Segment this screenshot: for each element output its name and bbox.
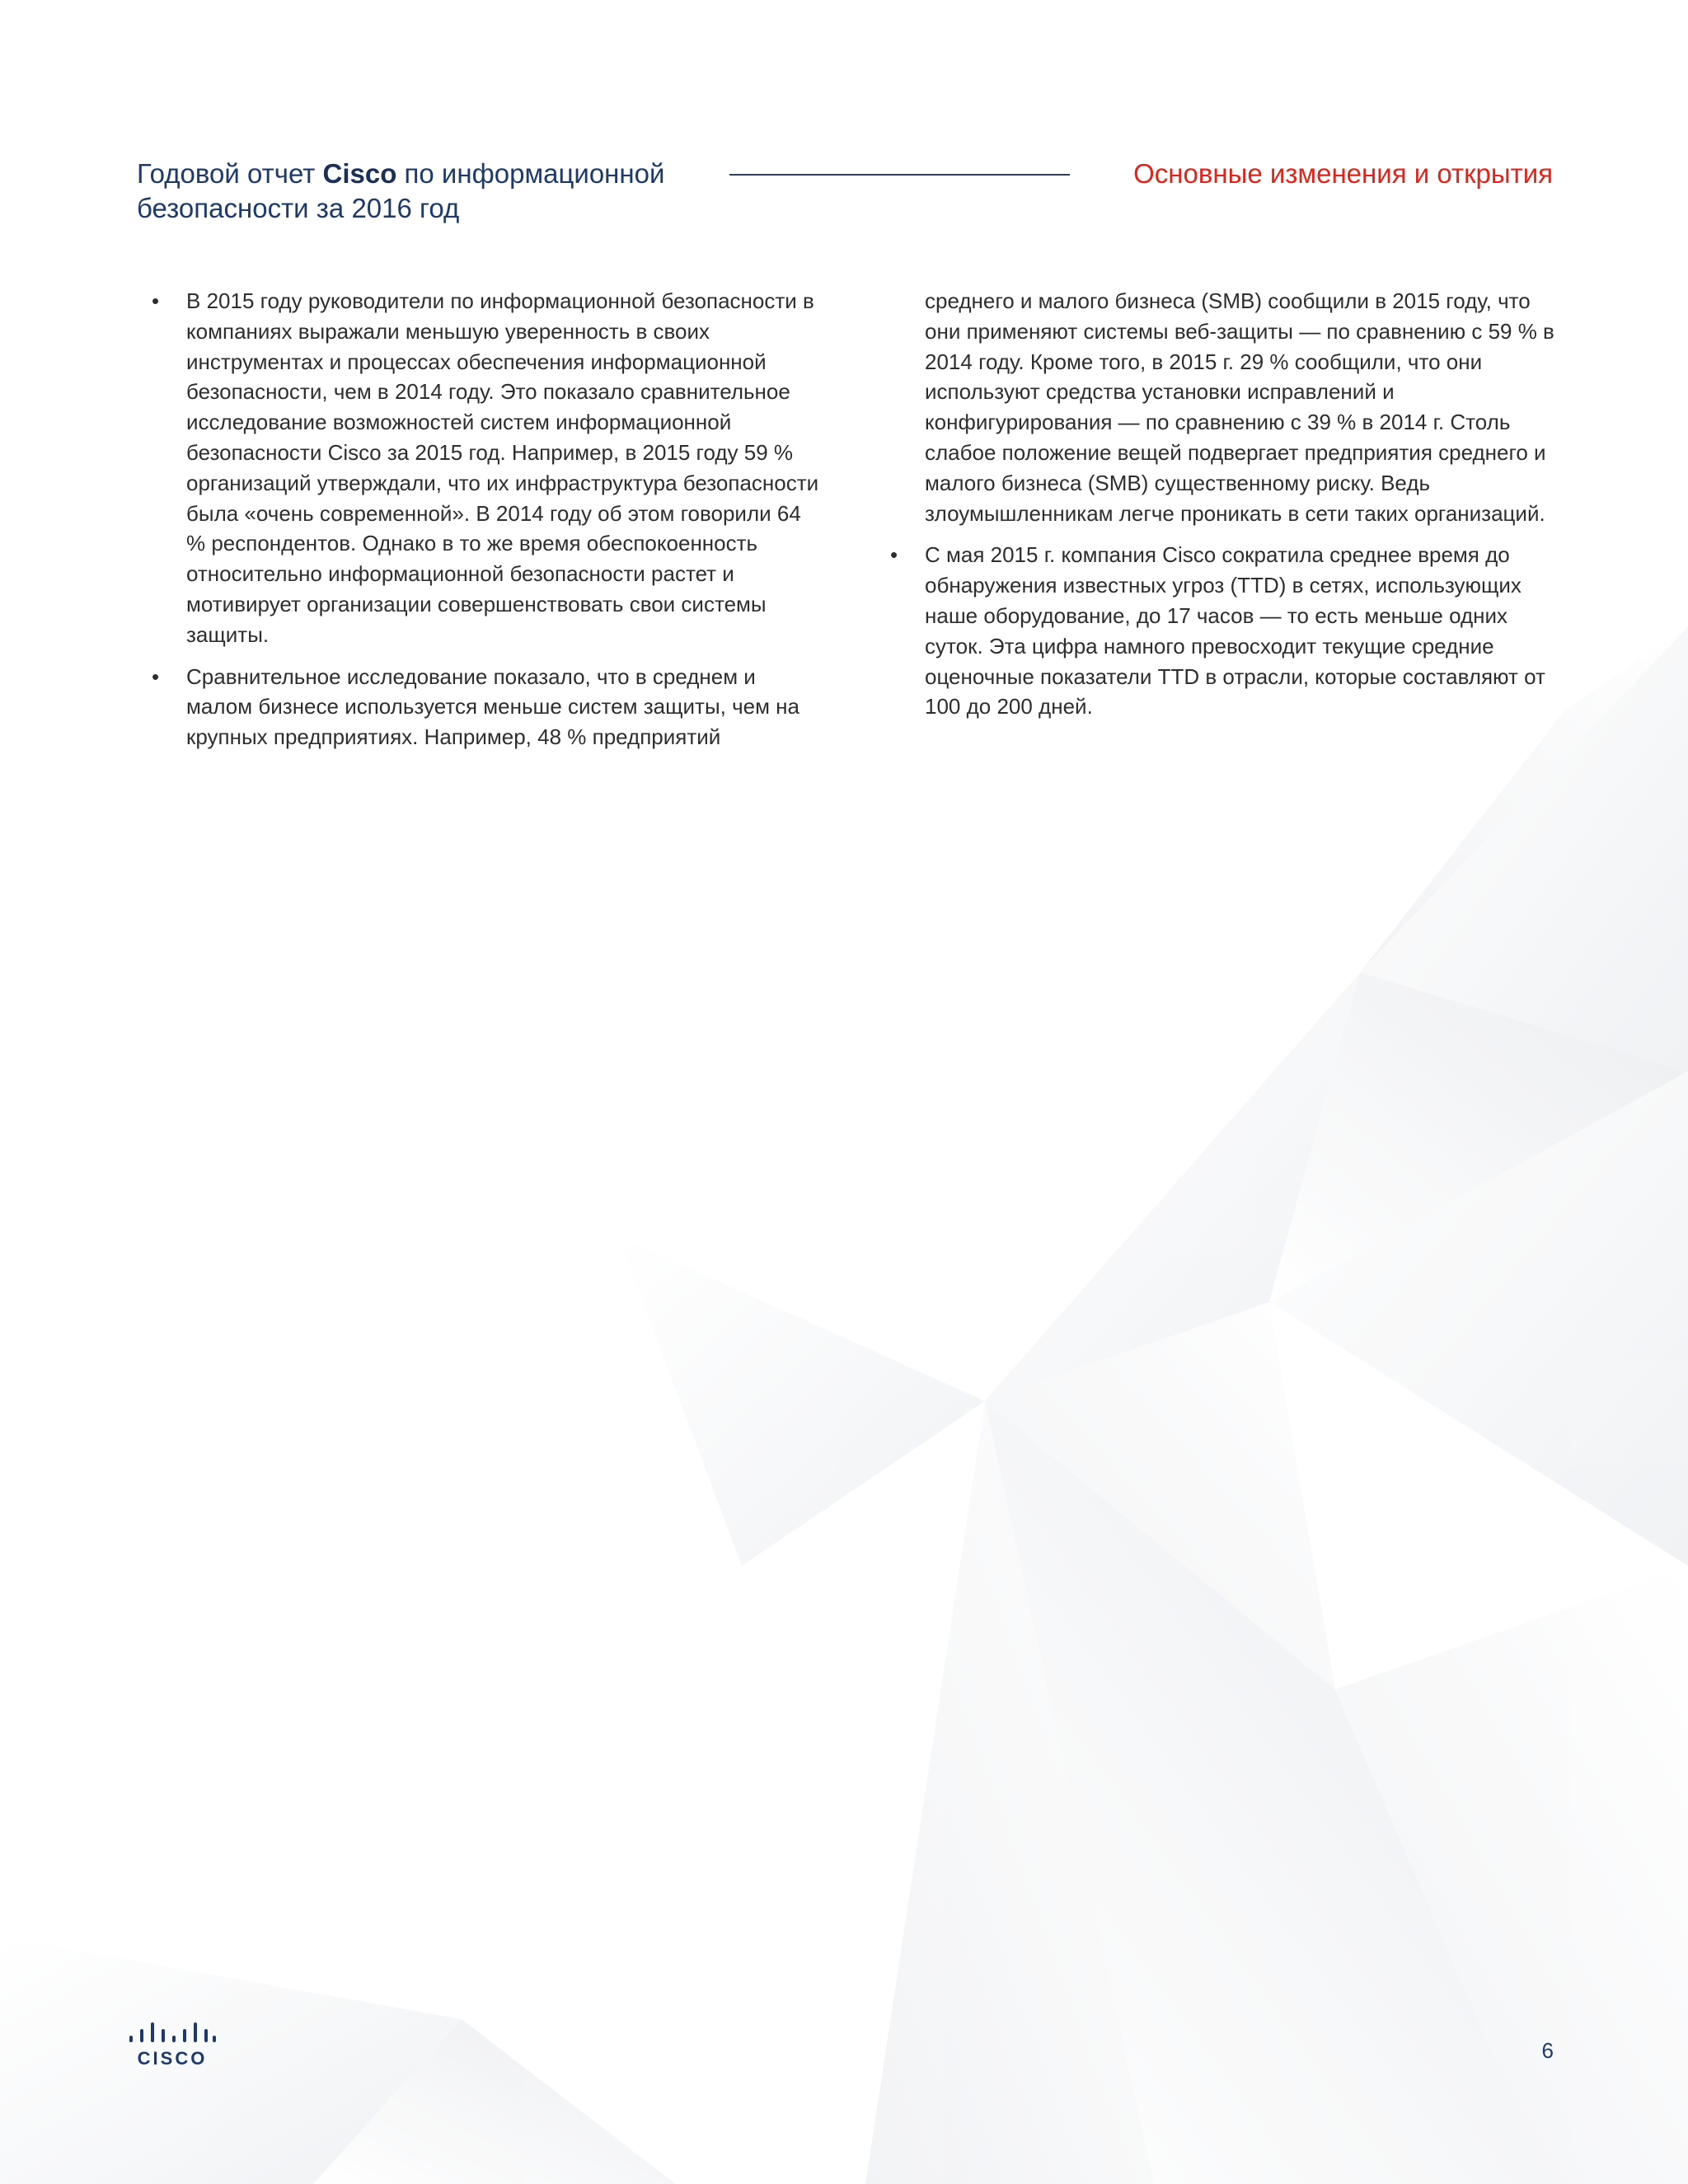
left-bullet-list xyxy=(150,286,826,752)
report-title-suffix: по информационной безопасности за 2016 год xyxy=(137,158,665,223)
list-item-text: В 2015 году руководители по информационной безопасности в компаниях выражали меньшую уверенность в своих инструментах и процессах обеспечения информационной безопасности, чем в 2014 году. Это показало сравнительное исследование возможностей систем информационной безопасности Cisco за 2015 год. Например, в 2015 году 59 % организаций утверждали, что их инфраструктура безопасности была «очень современной». В 2014 году об этом говорили 64 % респондентов. Однако в то же время обеспокоенность относительно информационной безопасности растет и мотивирует организации совершенствовать свои системы защиты. xyxy=(186,288,819,647)
right-bullet-list xyxy=(889,540,1564,722)
list-item-text: Сравнительное исследование показало, что в среднем и малом бизнесе используется меньше систем защиты, чем на крупных предприятиях. Например, 48 % предприятий xyxy=(186,663,799,750)
section-title: Основные изменения и открытия xyxy=(1133,158,1553,189)
list-item xyxy=(889,540,1564,722)
list-item-text: С мая 2015 г. компания Cisco сократила среднее время до обнаружения известных угроз (TTD) в сетях, использующих наше оборудование, до 17 часов — то есть меньше одних суток. Эта цифра намного превосходит текущие средние оценочные показатели TTD в отрасли, которые составляют от 100 до 200 дней. xyxy=(925,542,1545,719)
bullet-icon: • xyxy=(890,542,898,568)
continued-paragraph: среднего и малого бизнеса (SMB) сообщили в 2015 году, что они применяют системы веб-защиты — по сравнению с 59 % в 2014 году. Кроме того, в 2015 г. 29 % сообщили, что они используют средства установки исправлений и конфигурирования — по сравнению с 39 % в 2014 г. Столь слабое положение вещей подвергает предприятия среднего и малого бизнеса (SMB) существенному риску. Ведь злоумышленникам легче проникать в сети таких организаций. xyxy=(925,288,1554,526)
report-title-brand: Cisco xyxy=(322,158,397,189)
bullet-icon: • xyxy=(152,663,160,689)
right-column xyxy=(889,286,1564,733)
page-header xyxy=(137,157,1553,231)
list-item xyxy=(150,662,826,752)
header-divider xyxy=(729,174,1070,176)
left-column xyxy=(150,286,826,764)
logo-text: CISCO xyxy=(137,2048,208,2069)
report-title xyxy=(137,157,730,226)
list-item xyxy=(150,286,826,650)
cisco-logo-icon xyxy=(127,2021,218,2070)
report-title-prefix: Годовой отчет xyxy=(137,158,323,189)
bullet-icon: • xyxy=(152,288,160,313)
page-number: 6 xyxy=(1541,2038,1554,2063)
